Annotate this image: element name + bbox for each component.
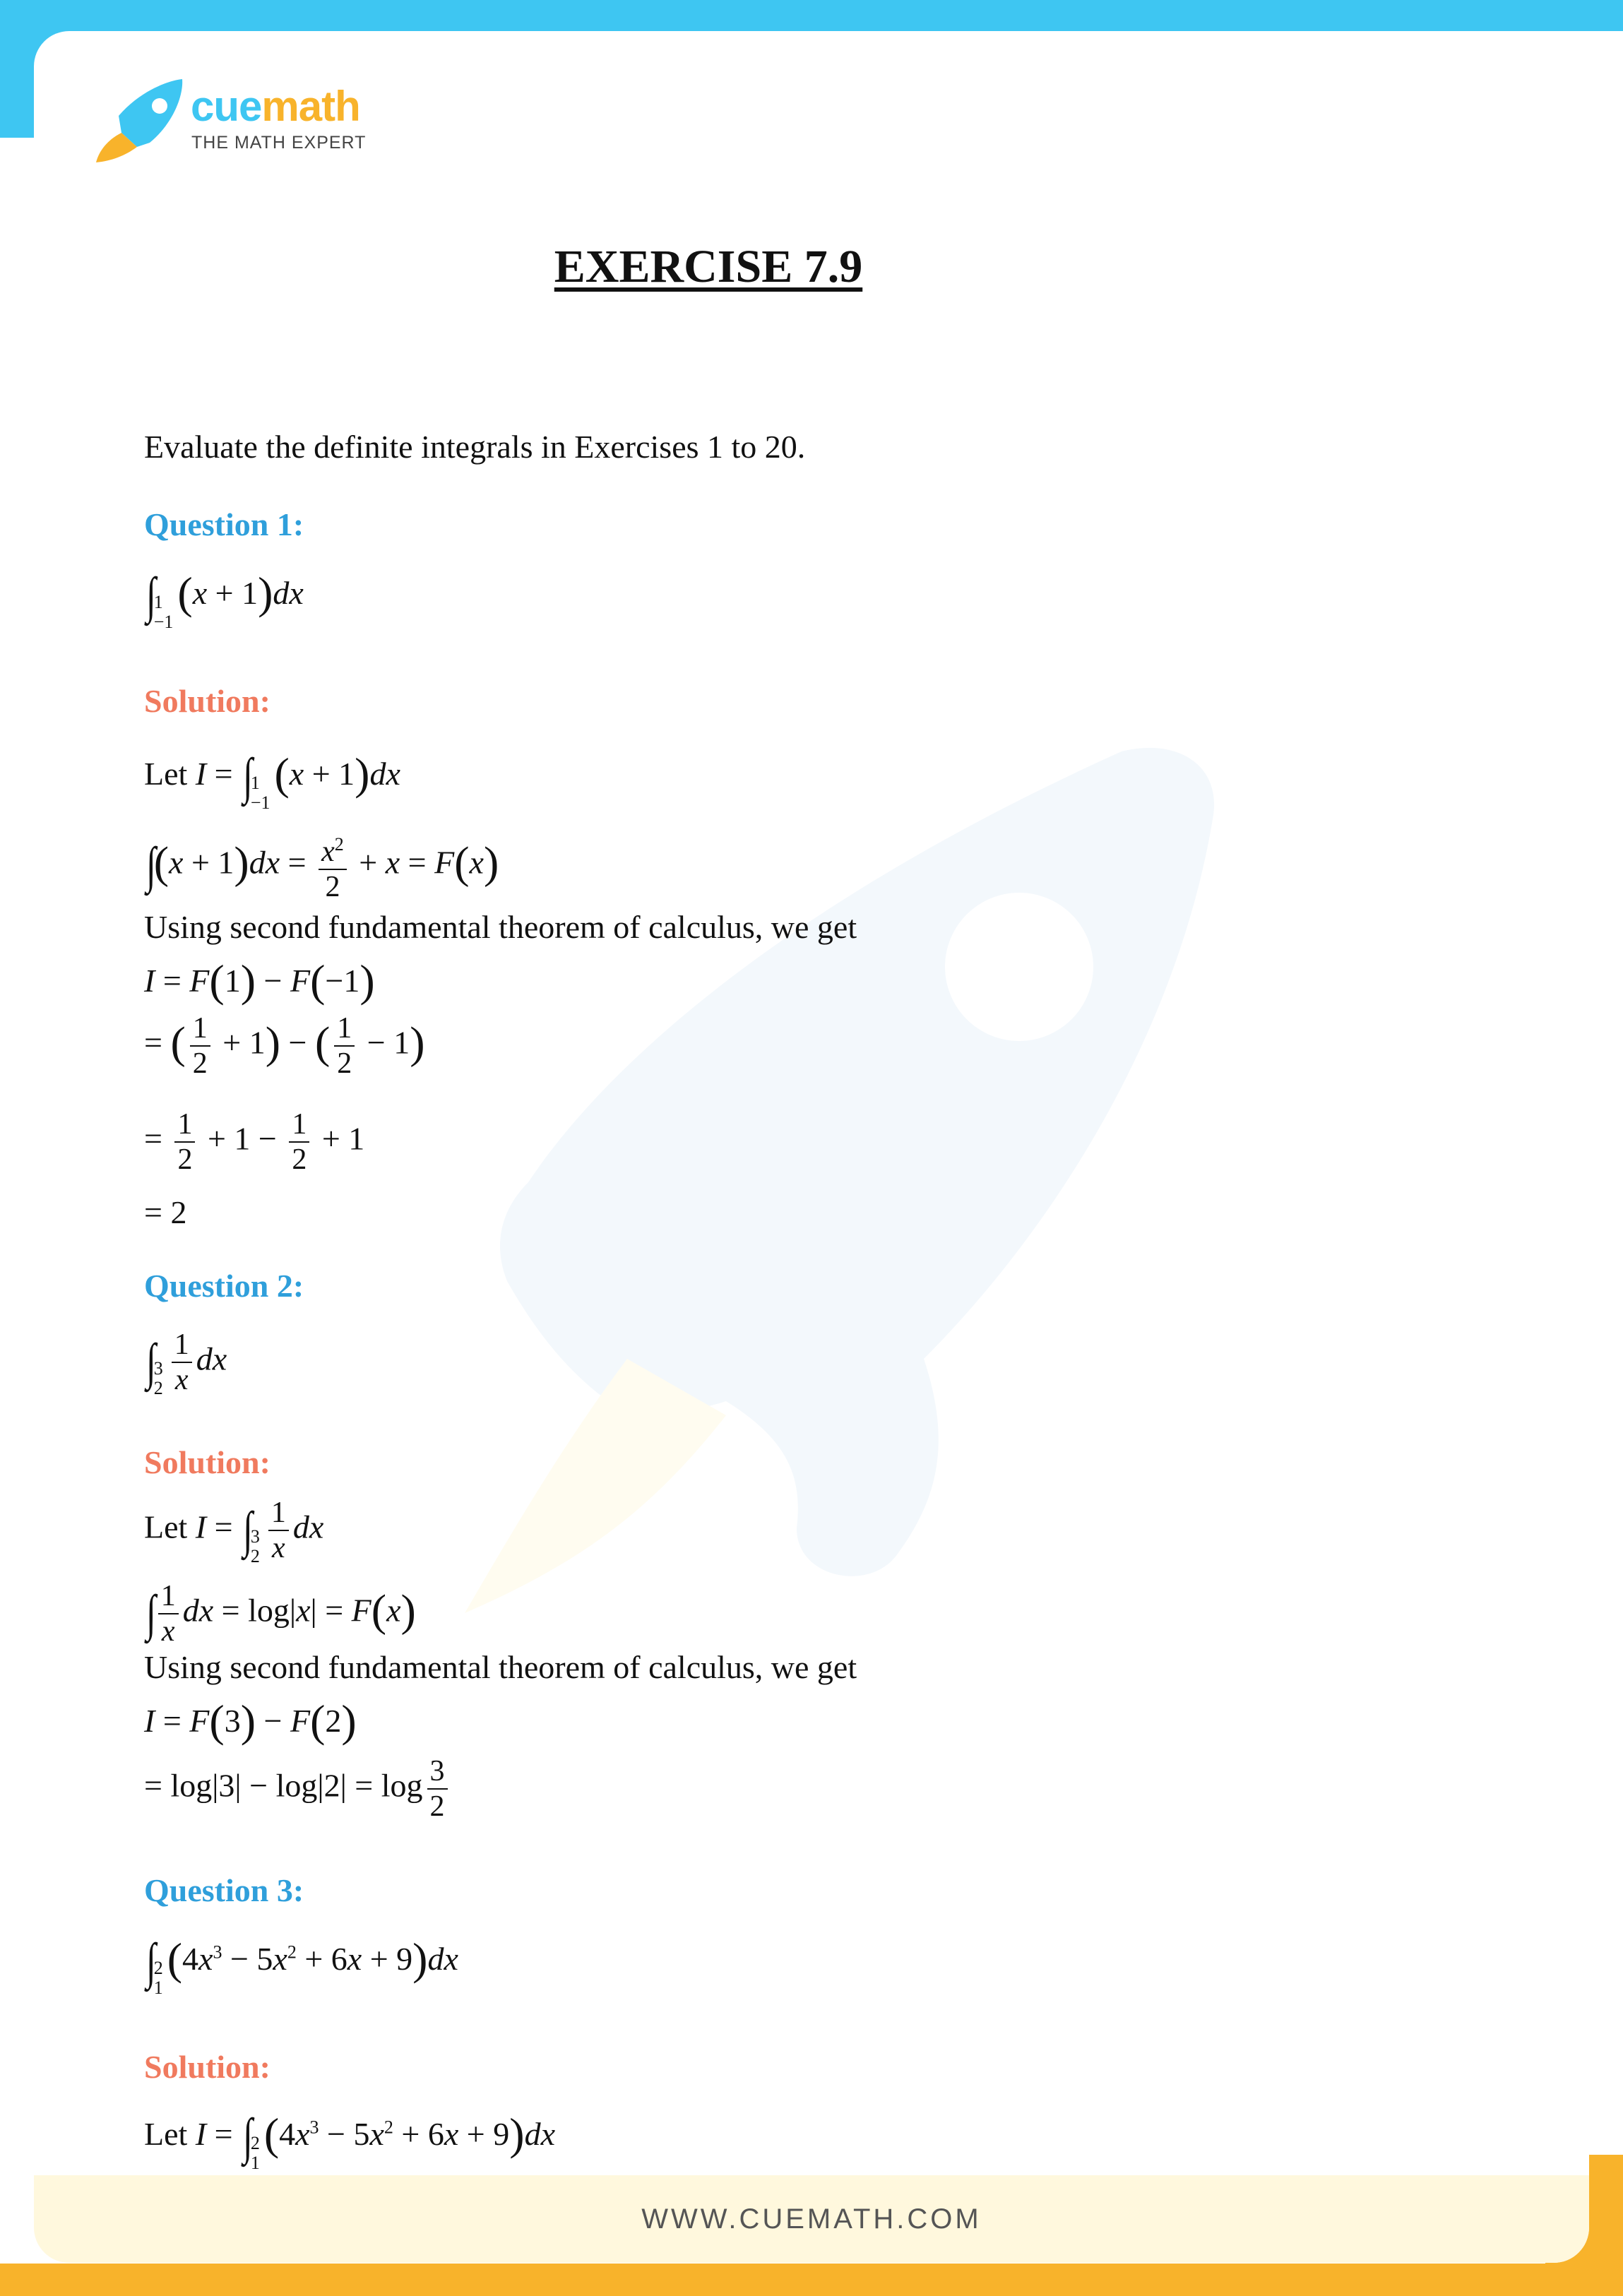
top-band bbox=[0, 0, 1623, 31]
solution-1-result: = 2 bbox=[144, 1194, 187, 1230]
solution-2-label: Solution: bbox=[144, 1444, 270, 1480]
question-2-integral: ∫ 3 2 $\frac{1}{x}$ dx bbox=[145, 1328, 227, 1398]
question-3-label: Question 3: bbox=[144, 1872, 304, 1908]
brand-wordmark bbox=[191, 82, 360, 131]
intro-text: Evaluate the definite integrals in Exercises 1 to 20. bbox=[144, 429, 806, 465]
solution-2-step-1: I = F(3) − F(2) bbox=[144, 1696, 357, 1746]
brand-tagline: THE MATH EXPERT bbox=[191, 133, 367, 153]
bottom-band bbox=[0, 2264, 1623, 2296]
solution-1-step-3: = $\frac{1}{2}$ + 1 − $\frac{1}{2}$ + 1 bbox=[144, 1108, 365, 1176]
solution-3-label: Solution: bbox=[144, 2049, 270, 2085]
solution-2-step-2: = log|3| − log|2| = log $\frac{3}{2}$ bbox=[144, 1754, 452, 1824]
solution-1-step-1: I = F(1) − F(−1) bbox=[144, 956, 375, 1006]
brand-part-2: math bbox=[261, 83, 360, 130]
solution-1-step-2: = ( $\frac{1}{2}$ + 1) − ( $\frac{1}{2}$ − 1) bbox=[144, 1012, 425, 1080]
brand-part-1: cue bbox=[191, 83, 262, 130]
solution-1-theorem: Using second fundamental theorem of calculus, we get bbox=[144, 909, 857, 945]
solution-2-theorem: Using second fundamental theorem of calculus, we get bbox=[144, 1649, 857, 1685]
let-label: Let bbox=[144, 1509, 188, 1545]
let-label: Let bbox=[144, 2116, 188, 2152]
let-label: Let bbox=[144, 756, 188, 792]
question-1-integral: ∫ 1 −1 (x + 1)dx bbox=[145, 567, 304, 632]
page-title: EXERCISE 7.9 bbox=[554, 241, 863, 292]
solution-2-antiderivative: ∫ $\frac{1}{x}$ dx = log|x| = F(x) bbox=[145, 1580, 416, 1648]
question-3-integral: ∫ 2 1 $(4x^3 - 5x^2 + 6x + 9)dx$ bbox=[145, 1933, 458, 1998]
question-1-label: Question 1: bbox=[144, 506, 304, 542]
footer-url: WWW.CUEMATH.COM bbox=[34, 2175, 1589, 2263]
solution-1-label: Solution: bbox=[144, 683, 270, 719]
solution-2-let: Let I = ∫ 3 2 $\frac{1}{x}$ dx bbox=[144, 1497, 324, 1566]
solution-3-let: Let I = ∫ 2 1 $(4x^3 - 5x^2 + 6x + 9)dx$ bbox=[144, 2108, 555, 2173]
question-2-label: Question 2: bbox=[144, 1268, 304, 1304]
rocket-watermark-icon bbox=[401, 737, 1319, 1620]
solution-1-antiderivative: ∫(x + 1)dx = $\frac{x^2}{2}$ + x = F(x) bbox=[144, 828, 499, 904]
solution-1-let: Let I = ∫ 1 −1 (x + 1)dx bbox=[144, 748, 400, 813]
